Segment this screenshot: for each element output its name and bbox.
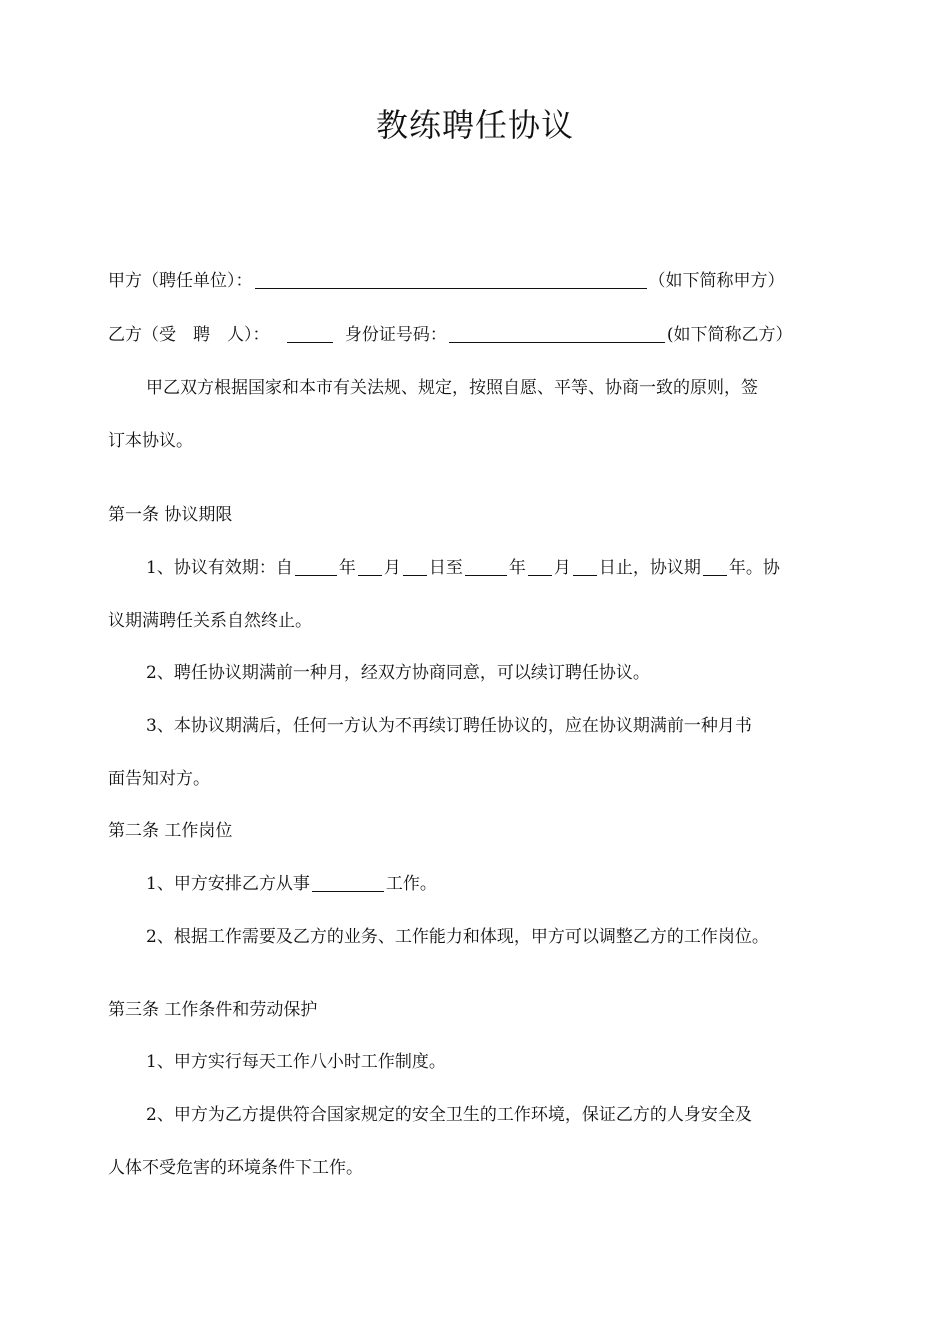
article-3-clause-1: 1、甲方实行每天工作八小时工作制度。	[146, 1052, 446, 1072]
end-month-blank[interactable]	[528, 558, 552, 576]
party-a-label: 甲方（聘任单位）：	[108, 271, 253, 291]
article-1-clause-3: 3、本协议期满后，任何一方认为不再续订聘任协议的，应在协议期满前一种月书	[146, 716, 752, 736]
party-b-line	[108, 323, 793, 347]
intro-line-1: 甲乙双方根据国家和本市有关法规、规定，按照自愿、平等、协商一致的原则，签	[146, 378, 758, 398]
party-b-name-blank[interactable]	[287, 325, 333, 343]
clause-text: 年	[508, 558, 526, 578]
intro-line-2: 订本协议。	[108, 431, 193, 451]
end-day-blank[interactable]	[573, 558, 597, 576]
clause-text: 日至	[428, 558, 463, 578]
clause-text: 年	[338, 558, 356, 578]
clause-text: 工作。	[385, 874, 437, 894]
clause-text: 月	[553, 558, 571, 578]
document-title: 教练聘任协议	[375, 106, 574, 144]
party-a-blank[interactable]	[255, 271, 647, 289]
article-1-clause-1	[146, 556, 780, 580]
article-1-clause-2: 2、聘任协议期满前一种月，经双方协商同意，可以续订聘任协议。	[146, 663, 650, 683]
article-1-clause-3-cont: 面告知对方。	[108, 769, 210, 789]
article-2-clause-1	[146, 872, 437, 896]
article-1-clause-1-cont: 议期满聘任关系自然终止。	[108, 611, 312, 631]
article-3-clause-2-cont: 人体不受危害的环境条件下工作。	[108, 1158, 363, 1178]
party-a-line	[108, 269, 785, 293]
start-year-blank[interactable]	[295, 558, 337, 576]
term-years-blank[interactable]	[703, 558, 727, 576]
clause-text: 月	[383, 558, 401, 578]
article-1-heading: 第一条 协议期限	[108, 505, 233, 525]
clause-text: 年。协	[728, 558, 780, 578]
article-2-heading: 第二条 工作岗位	[108, 821, 233, 841]
article-3-heading: 第三条 工作条件和劳动保护	[108, 1000, 318, 1020]
end-year-blank[interactable]	[465, 558, 507, 576]
party-b-id-label: 身份证号码：	[344, 325, 447, 345]
party-b-id-blank[interactable]	[449, 325, 665, 343]
clause-text: 日止，协议期	[598, 558, 701, 578]
clause-text: 1、协议有效期：自	[146, 558, 293, 578]
party-a-suffix: （如下简称甲方）	[648, 271, 785, 291]
article-2-clause-2: 2、根据工作需要及乙方的业务、工作能力和体现，甲方可以调整乙方的工作岗位。	[146, 927, 769, 947]
start-month-blank[interactable]	[358, 558, 382, 576]
party-b-label: 乙方（受 聘 人）：	[108, 325, 270, 345]
party-b-suffix: (如下简称乙方）	[666, 325, 793, 345]
start-day-blank[interactable]	[403, 558, 427, 576]
article-3-clause-2: 2、甲方为乙方提供符合国家规定的安全卫生的工作环境，保证乙方的人身安全及	[146, 1105, 752, 1125]
clause-text: 1、甲方安排乙方从事	[146, 874, 310, 894]
job-blank[interactable]	[312, 874, 384, 892]
